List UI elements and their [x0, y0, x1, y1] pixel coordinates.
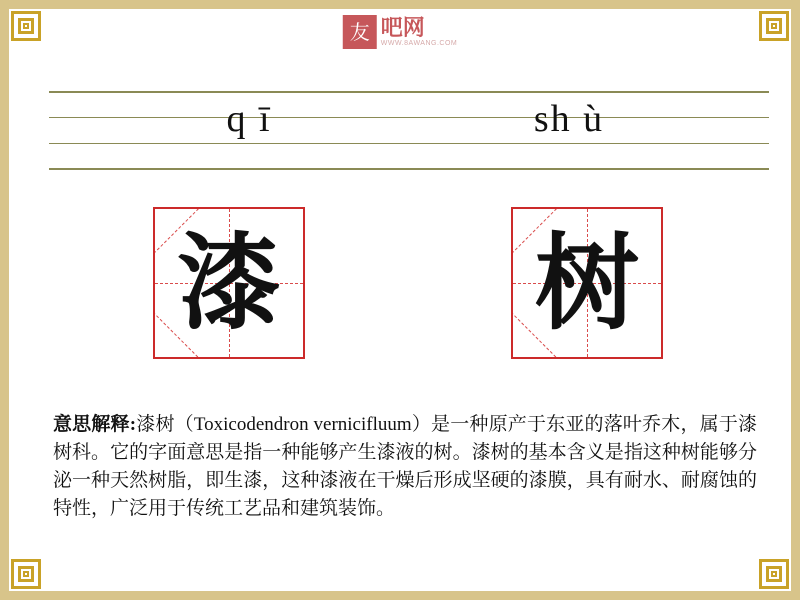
- watermark-text-group: [380, 15, 458, 47]
- explanation-block: [53, 411, 757, 523]
- watermark-site-url: WWW.8AWANG.COM: [380, 39, 458, 47]
- corner-ornament-bottom-right: [757, 557, 791, 591]
- staff-line-1: [49, 91, 769, 93]
- ornament-center-dot: [771, 571, 777, 577]
- pinyin-syllable: sh ù: [533, 98, 605, 140]
- character-grid-cell: [153, 207, 305, 359]
- explanation-text: 漆树（Toxicodendron vernicifluum）是一种原产于东亚的落叶乔木，属于漆树科。它的字面意思是指一种能够产生漆液的树。漆树的基本含义是指这种树能够分泌一种天然树脂，即生漆，这种漆液在干燥后形成坚硬的漆膜，具有耐水、耐腐蚀的特性，广泛用于传统工艺品和建筑装饰。: [53, 414, 758, 519]
- pinyin-staff: [49, 91, 769, 169]
- character-grid-row: [49, 207, 769, 367]
- staff-line-4: [49, 168, 769, 170]
- watermark-site-name: 吧网: [380, 15, 425, 41]
- explanation-label: 意思解释:: [53, 414, 137, 435]
- staff-line-3: [49, 143, 769, 144]
- site-watermark: [343, 15, 457, 49]
- character-glyph: 漆: [176, 222, 281, 344]
- ornament-center-dot: [771, 23, 777, 29]
- pinyin-syllable: q ī: [226, 98, 272, 140]
- ornament-center-dot: [23, 23, 29, 29]
- character-glyph: 树: [534, 222, 639, 344]
- corner-ornament-top-left: [9, 9, 43, 43]
- watermark-logo-icon: 友: [343, 15, 377, 49]
- ornament-center-dot: [23, 571, 29, 577]
- corner-ornament-top-right: [757, 9, 791, 43]
- corner-ornament-bottom-left: [9, 557, 43, 591]
- character-grid-cell: [511, 207, 663, 359]
